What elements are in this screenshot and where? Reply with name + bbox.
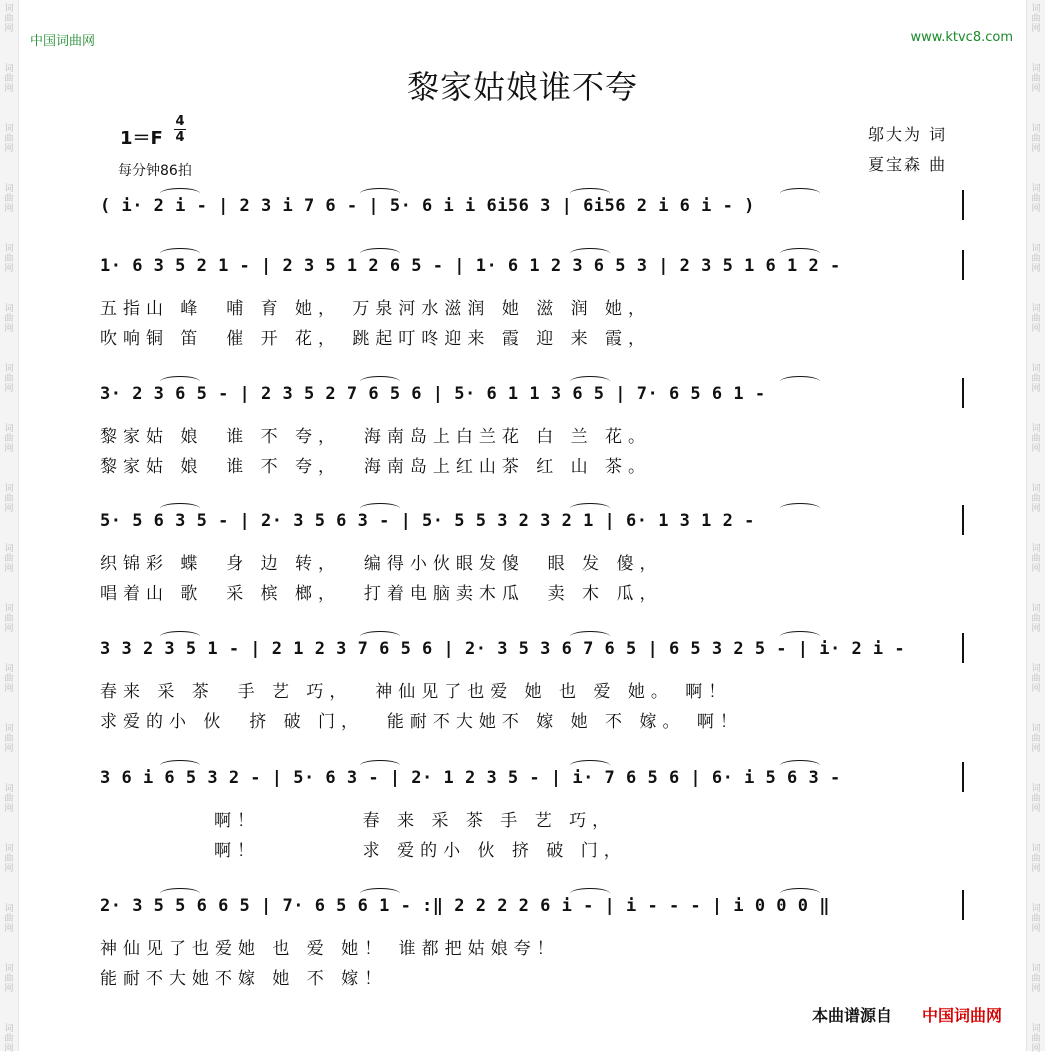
watermark-text: 词 曲 网 bbox=[1031, 244, 1041, 274]
slur-mark bbox=[780, 631, 820, 642]
slur-mark bbox=[360, 760, 400, 771]
slur-mark bbox=[160, 376, 200, 387]
slur-mark bbox=[780, 248, 820, 259]
watermark-text: 词 曲 网 bbox=[1031, 784, 1041, 814]
lyric-line: 神仙见了也爱她 也 爱 她！ 谁都把姑娘夸！ bbox=[100, 939, 560, 959]
slur-mark bbox=[780, 888, 820, 899]
watermark-text: 词 曲 网 bbox=[1031, 664, 1041, 694]
barline-end bbox=[962, 250, 964, 280]
time-signature bbox=[174, 114, 186, 145]
watermark-text: 词 曲 网 bbox=[4, 664, 14, 694]
slur-mark bbox=[360, 888, 400, 899]
slur-mark bbox=[160, 631, 200, 642]
watermark-text: 词 曲 网 bbox=[4, 484, 14, 514]
lyric-line: 能耐不大她不嫁 她 不 嫁！ bbox=[100, 969, 388, 989]
time-bottom: 4 bbox=[175, 130, 185, 145]
jianpu-notes: 3 6 i 6 5 3 2 - | 5· 6 3 - | 2· 1 2 3 5 - | i· 7 6 5 6 | 6· i 5 6 3 - bbox=[100, 768, 841, 788]
slur-mark bbox=[570, 503, 610, 514]
slur-mark bbox=[570, 888, 610, 899]
jianpu-notes: ( i· 2 i - | 2 3 i 7 6 - | 5· 6 i i 6i56 3 | 6i56 2 i 6 i - ) bbox=[100, 196, 755, 216]
source-site-link[interactable]: 中国词曲网 bbox=[922, 1006, 1003, 1025]
watermark-text: 词 曲 网 bbox=[4, 784, 14, 814]
watermark-text: 词 曲 网 bbox=[4, 1024, 14, 1054]
watermark-text: 词 曲 网 bbox=[1031, 364, 1041, 394]
watermark-text: 词 曲 网 bbox=[4, 244, 14, 274]
watermark-text: 词 曲 网 bbox=[1031, 64, 1041, 94]
site-name-left[interactable]: 中国词曲网 bbox=[30, 34, 96, 49]
barline-end bbox=[962, 190, 964, 220]
watermark-text: 词 曲 网 bbox=[4, 184, 14, 214]
watermark-text: 词 曲 网 bbox=[4, 964, 14, 994]
lyric-line: 五指山 峰 哺 育 她， 万泉河水滋润 她 滋 润 她， bbox=[100, 299, 652, 319]
slur-mark bbox=[360, 376, 400, 387]
slur-mark bbox=[360, 248, 400, 259]
barline-end bbox=[962, 505, 964, 535]
watermark-text: 词 曲 网 bbox=[4, 724, 14, 754]
lyric-line: 求爱的小 伙 挤 破 门， 能耐不大她不 嫁 她 不 嫁。 啊！ bbox=[100, 712, 743, 732]
song-title: 黎家姑娘谁不夸 bbox=[406, 68, 638, 106]
watermark-text: 词 曲 网 bbox=[4, 364, 14, 394]
watermark-text: 词 曲 网 bbox=[4, 304, 14, 334]
slur-mark bbox=[780, 760, 820, 771]
tempo-marking: 每分钟86拍 bbox=[118, 163, 192, 179]
lyric-line: 吹响铜 笛 催 开 花， 跳起叮咚迎来 霞 迎 来 霞， bbox=[100, 329, 652, 349]
lyric-line: 黎家姑 娘 谁 不 夸， 海南岛上白兰花 白 兰 花。 bbox=[100, 427, 652, 447]
time-top: 4 bbox=[175, 114, 185, 129]
jianpu-notes: 3· 2 3 6 5 - | 2 3 5 2 7 6 5 6 | 5· 6 1 1 3 6 5 | 7· 6 5 6 1 - bbox=[100, 384, 766, 404]
jianpu-notes: 5· 5 6 3 5 - | 2· 3 5 6 3 - | 5· 5 5 3 2 3 2 1 | 6· 1 3 1 2 - bbox=[100, 511, 755, 531]
lyric-line: 织锦彩 蝶 身 边 转， 编得小伙眼发傻 眼 发 傻， bbox=[100, 554, 663, 574]
composer-credit: 夏宝森 曲 bbox=[868, 155, 948, 174]
site-url-right[interactable]: www.ktvc8.com bbox=[910, 30, 1013, 45]
barline-end bbox=[962, 890, 964, 920]
jianpu-notes: 3 3 2 3 5 1 - | 2 1 2 3 7 6 5 6 | 2· 3 5 3 6 7 6 5 | 6 5 3 2 5 - | i· 2 i - bbox=[100, 639, 906, 659]
key-signature: 1＝F bbox=[120, 128, 163, 149]
watermark-text: 词 曲 网 bbox=[4, 844, 14, 874]
watermark-text: 词 曲 网 bbox=[1031, 424, 1041, 454]
source-label: 本曲谱源自 bbox=[812, 1006, 893, 1025]
slur-mark bbox=[360, 503, 400, 514]
slur-mark bbox=[780, 503, 820, 514]
slur-mark bbox=[360, 188, 400, 199]
slur-mark bbox=[160, 888, 200, 899]
watermark-text: 词 曲 网 bbox=[4, 544, 14, 574]
lyric-line: 唱着山 歌 采 槟 榔， 打着电脑卖木瓜 卖 木 瓜， bbox=[100, 584, 663, 604]
slur-mark bbox=[570, 188, 610, 199]
lyric-line: 黎家姑 娘 谁 不 夸， 海南岛上红山茶 红 山 茶。 bbox=[100, 457, 652, 477]
slur-mark bbox=[570, 631, 610, 642]
slur-mark bbox=[360, 631, 400, 642]
lyricist-credit: 邬大为 词 bbox=[868, 125, 948, 144]
watermark-text: 词 曲 网 bbox=[1031, 4, 1041, 34]
right-watermark-strip bbox=[1026, 0, 1045, 1054]
watermark-text: 词 曲 网 bbox=[1031, 544, 1041, 574]
lyric-line: 啊！ 求 爱的小 伙 挤 破 门， bbox=[100, 841, 627, 861]
lyric-line: 春来 采 茶 手 艺 巧， 神仙见了也爱 她 也 爱 她。 啊！ bbox=[100, 682, 732, 702]
watermark-text: 词 曲 网 bbox=[4, 604, 14, 634]
watermark-text: 词 曲 网 bbox=[4, 4, 14, 34]
watermark-text: 词 曲 网 bbox=[1031, 604, 1041, 634]
watermark-text: 词 曲 网 bbox=[4, 424, 14, 454]
slur-mark bbox=[780, 188, 820, 199]
slur-mark bbox=[160, 760, 200, 771]
slur-mark bbox=[160, 188, 200, 199]
watermark-text: 词 曲 网 bbox=[1031, 304, 1041, 334]
jianpu-notes: 2· 3 5 5 6 6 5 | 7· 6 5 6 1 - :‖ 2 2 2 2 6 i - | i - - - | i 0 0 0 ‖ bbox=[100, 896, 830, 916]
barline-end bbox=[962, 762, 964, 792]
watermark-text: 词 曲 网 bbox=[1031, 904, 1041, 934]
watermark-text: 词 曲 网 bbox=[4, 904, 14, 934]
watermark-text: 词 曲 网 bbox=[1031, 844, 1041, 874]
left-watermark-strip bbox=[0, 0, 19, 1054]
jianpu-notes: 1· 6 3 5 2 1 - | 2 3 5 1 2 6 5 - | 1· 6 1 2 3 6 5 3 | 2 3 5 1 6 1 2 - bbox=[100, 256, 841, 276]
slur-mark bbox=[570, 760, 610, 771]
watermark-text: 词 曲 网 bbox=[1031, 724, 1041, 754]
watermark-text: 词 曲 网 bbox=[4, 64, 14, 94]
slur-mark bbox=[570, 248, 610, 259]
slur-mark bbox=[160, 503, 200, 514]
slur-mark bbox=[160, 248, 200, 259]
barline-end bbox=[962, 378, 964, 408]
watermark-text: 词 曲 网 bbox=[1031, 124, 1041, 154]
watermark-text: 词 曲 网 bbox=[1031, 1024, 1041, 1054]
barline-end bbox=[962, 633, 964, 663]
watermark-text: 词 曲 网 bbox=[4, 124, 14, 154]
slur-mark bbox=[780, 376, 820, 387]
lyric-line: 啊！ 春 来 采 茶 手 艺 巧， bbox=[100, 811, 616, 831]
watermark-text: 词 曲 网 bbox=[1031, 964, 1041, 994]
slur-mark bbox=[570, 376, 610, 387]
watermark-text: 词 曲 网 bbox=[1031, 184, 1041, 214]
watermark-text: 词 曲 网 bbox=[1031, 484, 1041, 514]
